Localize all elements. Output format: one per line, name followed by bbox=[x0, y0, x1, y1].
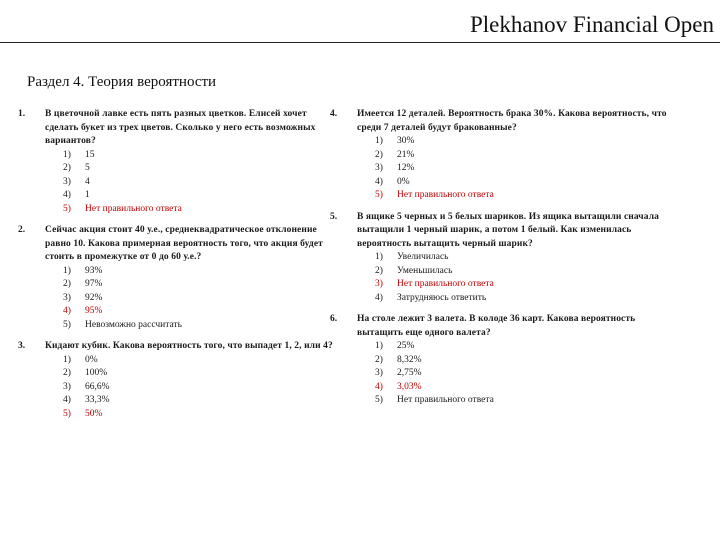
question-2 bbox=[18, 224, 338, 332]
question-number: 4. bbox=[330, 109, 338, 119]
question-text: Кидают кубик. Какова вероятность того, что выпадет 1, 2, или 4? bbox=[45, 341, 333, 351]
answer-options bbox=[375, 251, 680, 305]
answer-option: 3) Нет правильного ответа bbox=[375, 279, 494, 289]
answer-option: 3) 2,75% bbox=[375, 368, 422, 378]
answer-option: 1) 30% bbox=[375, 136, 415, 146]
answer-option: 3) 12% bbox=[375, 163, 415, 173]
question-text: В ящике 5 черных и 5 белых шариков. Из ящика вытащили сначала вытащили 1 черный шарик, а потом 1 белый. Как изменилась вероятность вытащить черный шарик? bbox=[357, 211, 659, 249]
answer-option: 2) Уменьшилась bbox=[375, 265, 453, 276]
answer-option: 5) 50% bbox=[63, 408, 103, 419]
answer-option: 1) 93% bbox=[63, 265, 103, 276]
question-number: 2. bbox=[18, 225, 26, 235]
answer-option: 5) Невозможно рассчитать bbox=[63, 319, 182, 330]
question-1 bbox=[18, 108, 338, 216]
question-text: На столе лежит 3 валета. В колоде 36 карт. Какова вероятность вытащить еще одного валета? bbox=[357, 314, 636, 338]
question-number: 5. bbox=[330, 211, 338, 222]
question-number: 6. bbox=[330, 314, 338, 324]
question-3 bbox=[18, 340, 338, 421]
answer-option: 3) 92% bbox=[63, 292, 103, 303]
answer-option: 2) 97% bbox=[63, 279, 103, 289]
question-number: 3. bbox=[18, 341, 26, 351]
answer-options bbox=[375, 340, 680, 408]
answer-option: 1) Увеличилась bbox=[375, 252, 449, 262]
answer-option: 2) 8,32% bbox=[375, 354, 422, 365]
answer-option: 1) 25% bbox=[375, 341, 415, 351]
answer-option: 4) 3,03% bbox=[375, 381, 422, 392]
answer-option: 5) Нет правильного ответа bbox=[375, 395, 494, 405]
answer-options bbox=[63, 354, 338, 422]
answer-options bbox=[63, 149, 338, 217]
question-4 bbox=[330, 108, 680, 203]
answer-options bbox=[63, 265, 338, 333]
section-title: Раздел 4. Теория вероятности bbox=[27, 74, 217, 90]
question-text: В цветочной лавке есть пять разных цветков. Елисей хочет сделать букет из трех цветов. Сколько у него есть возможных вариантов? bbox=[45, 109, 316, 146]
right-column bbox=[330, 108, 680, 416]
answer-option: 4) 95% bbox=[63, 306, 103, 316]
answer-option: 1) 15 bbox=[63, 149, 95, 160]
answer-option: 2) 5 bbox=[63, 163, 90, 173]
answer-option: 5) Нет правильного ответа bbox=[375, 190, 494, 200]
answer-option: 2) 100% bbox=[63, 368, 108, 378]
answer-option: 3) 66,6% bbox=[63, 381, 110, 392]
question-text: Имеется 12 деталей. Вероятность брака 30%. Какова вероятность, что среди 7 деталей будут бракованные? bbox=[357, 109, 667, 133]
answer-option: 3) 4 bbox=[63, 176, 90, 187]
answer-option: 4) 1 bbox=[63, 190, 90, 200]
question-6 bbox=[330, 313, 680, 408]
header-title: Plekhanov Financial Open bbox=[469, 12, 714, 37]
answer-option: 2) 21% bbox=[375, 149, 415, 160]
answer-option: 4) 33,3% bbox=[63, 395, 110, 405]
answer-option: 4) 0% bbox=[375, 176, 410, 187]
header-rule bbox=[0, 42, 720, 43]
question-text: Сейчас акция стоит 40 у.е., среднеквадратическое отклонение равно 10. Какова примерная вероятность того, что акция будет стоить в промежутке от 0 до 60 у.е.? bbox=[45, 225, 323, 262]
question-5 bbox=[330, 211, 680, 306]
question-number: 1. bbox=[18, 109, 26, 119]
left-column bbox=[18, 108, 338, 429]
answer-option: 4) Затрудняюсь ответить bbox=[375, 292, 487, 303]
answer-option: 1) 0% bbox=[63, 354, 98, 365]
answer-options bbox=[375, 135, 680, 203]
answer-option: 5) Нет правильного ответа bbox=[63, 203, 182, 214]
